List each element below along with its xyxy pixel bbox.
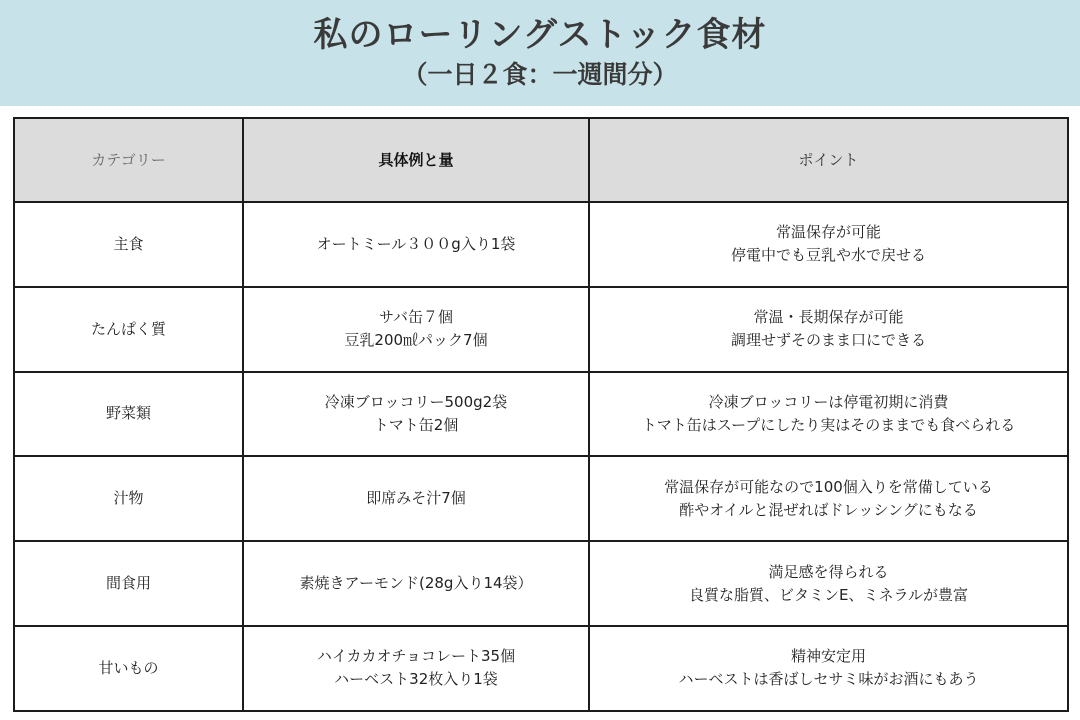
table-row [14, 202, 1068, 287]
examples-cell [243, 287, 589, 372]
column-header-examples: 具体例と量 [243, 118, 589, 202]
table-row [14, 287, 1068, 372]
example-line: サバ缶７個 [378, 308, 454, 327]
example-line: トマト缶2個 [373, 415, 459, 434]
example-line: ハイカカオチョコレート35個 [316, 647, 516, 666]
point-line: 良質な脂質、ビタミンE、ミネラルが豊富 [688, 585, 969, 604]
table-row [14, 372, 1068, 457]
point-line: 冷凍ブロッコリーは停電初期に消費 [708, 392, 949, 411]
category-cell: たんぱく質 [14, 287, 243, 372]
examples-cell [243, 372, 589, 457]
points-cell [589, 372, 1068, 457]
examples-cell [243, 202, 589, 287]
examples-cell [243, 541, 589, 626]
point-line: トマト缶はスープにしたり実はそのままでも食べられる [641, 415, 1016, 434]
points-cell [589, 626, 1068, 711]
point-line: 常温保存が可能なので100個入りを常備している [664, 477, 993, 496]
point-line: 調理せずそのまま口にできる [730, 331, 926, 350]
table-row [14, 456, 1068, 541]
example-line: 素焼きアーモンド(28g入り14袋） [299, 574, 533, 593]
point-line: 満足感を得られる [768, 562, 889, 581]
column-header-category: カテゴリー [14, 118, 243, 202]
category-cell: 甘いもの [14, 626, 243, 711]
example-line: ハーベスト32枚入り1袋 [334, 670, 498, 689]
table-header-row [14, 118, 1068, 202]
points-cell [589, 202, 1068, 287]
point-line: 停電中でも豆乳や水で戻せる [730, 246, 926, 265]
example-line: 即席みそ汁7個 [366, 489, 466, 508]
title-banner [0, 0, 1080, 106]
example-line: 豆乳200㎖パック7個 [344, 331, 488, 350]
examples-cell [243, 626, 589, 711]
table-row [14, 541, 1068, 626]
stock-table [13, 117, 1069, 712]
point-line: 精神安定用 [790, 647, 866, 666]
category-cell: 野菜類 [14, 372, 243, 457]
category-cell: 汁物 [14, 456, 243, 541]
example-line: オートミール３００g入り1袋 [316, 234, 516, 253]
point-line: 酢やオイルと混ぜればドレッシングにもなる [679, 500, 978, 519]
points-cell [589, 541, 1068, 626]
points-cell [589, 287, 1068, 372]
page-title: 私のローリングストック食材 [313, 15, 767, 55]
example-line: 冷凍ブロッコリー500g2袋 [324, 392, 508, 411]
point-line: 常温保存が可能 [775, 223, 881, 242]
category-cell: 主食 [14, 202, 243, 287]
point-line: 常温・長期保存が可能 [753, 308, 904, 327]
examples-cell [243, 456, 589, 541]
point-line: ハーベストは香ばしセサミ味がお酒にもあう [678, 670, 979, 689]
page-subtitle: （一日２食：一週間分） [402, 60, 678, 89]
points-cell [589, 456, 1068, 541]
category-cell: 間食用 [14, 541, 243, 626]
column-header-points: ポイント [589, 118, 1068, 202]
table-row [14, 626, 1068, 711]
